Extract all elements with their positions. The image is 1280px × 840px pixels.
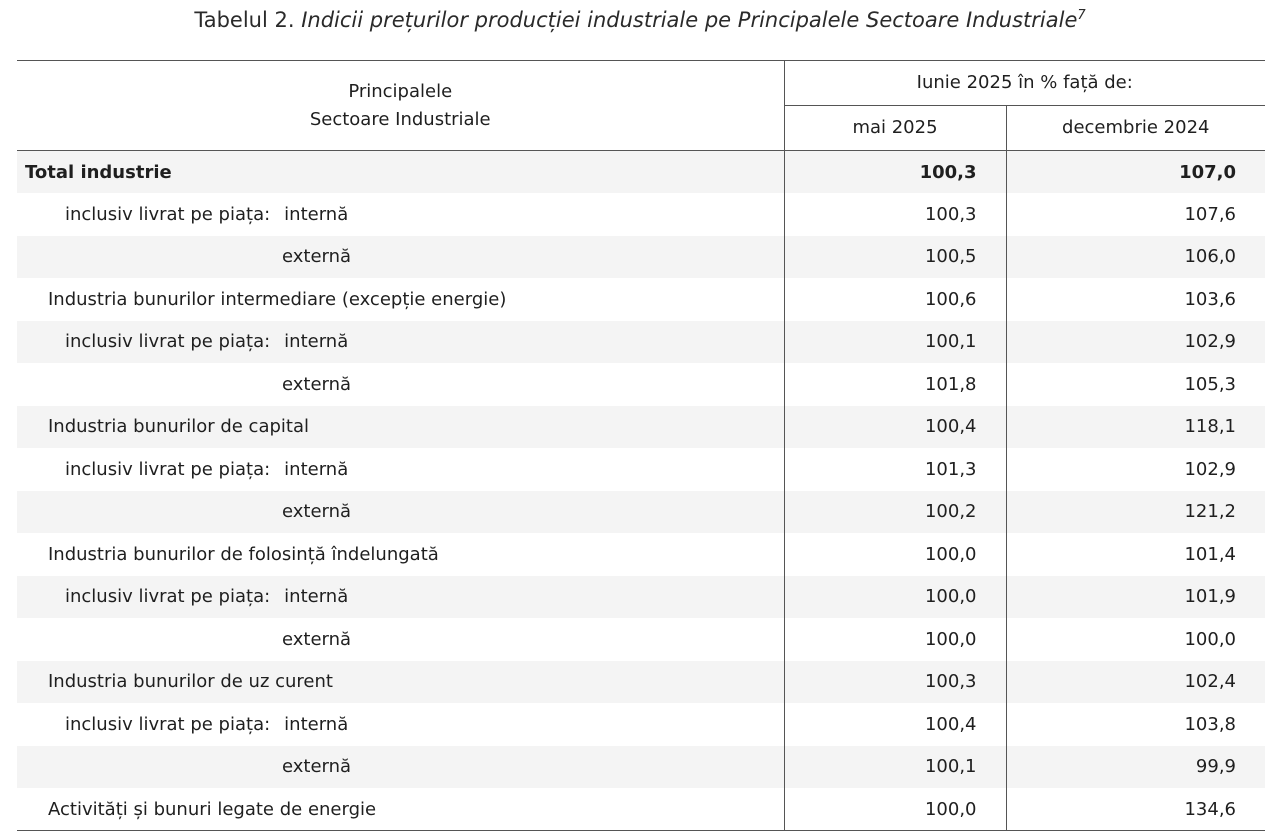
row-label: externă — [17, 746, 784, 789]
row-label: Activități și bunuri legate de energie — [17, 788, 784, 831]
value-mai-2025: 100,6 — [784, 278, 1006, 321]
table-row — [17, 236, 1265, 279]
value-mai-2025: 100,1 — [784, 746, 1006, 789]
table-row — [17, 321, 1265, 364]
row-label: Total industrie — [17, 151, 784, 194]
row-label: externă — [17, 491, 784, 534]
table-row — [17, 661, 1265, 704]
table-row — [17, 151, 1265, 194]
table-row — [17, 533, 1265, 576]
table-row — [17, 746, 1265, 789]
value-mai-2025: 100,4 — [784, 703, 1006, 746]
sector-header-line2: Sectoare Industriale — [309, 108, 491, 130]
value-mai-2025: 100,0 — [784, 576, 1006, 619]
sector-column-header — [17, 61, 784, 151]
value-decembrie-2024: 121,2 — [1006, 491, 1265, 534]
value-mai-2025: 100,3 — [784, 661, 1006, 704]
value-mai-2025: 101,8 — [784, 363, 1006, 406]
value-decembrie-2024: 102,9 — [1006, 321, 1265, 364]
row-label — [17, 321, 784, 364]
row-label: Industria bunurilor de capital — [17, 406, 784, 449]
table-row — [17, 703, 1265, 746]
value-decembrie-2024: 118,1 — [1006, 406, 1265, 449]
value-mai-2025: 100,3 — [784, 151, 1006, 194]
value-decembrie-2024: 102,4 — [1006, 661, 1265, 704]
row-label-prefix: inclusiv livrat pe piața: — [65, 203, 271, 225]
decembrie-2024-header: decembrie 2024 — [1006, 106, 1265, 151]
row-label-prefix: inclusiv livrat pe piața: — [65, 331, 271, 353]
value-mai-2025: 100,0 — [784, 533, 1006, 576]
row-label: Industria bunurilor de folosință îndelungată — [48, 543, 439, 565]
table-title-main: Indicii prețurilor producției industriale pe Principalele Sectoare Industriale — [301, 8, 1078, 32]
price-index-table — [17, 60, 1265, 831]
value-decembrie-2024: 134,6 — [1006, 788, 1265, 831]
value-decembrie-2024: 101,4 — [1006, 533, 1265, 576]
row-label: externă — [17, 236, 784, 279]
row-label — [17, 193, 784, 236]
row-label-prefix: inclusiv livrat pe piața: — [65, 458, 271, 480]
row-label-prefix: inclusiv livrat pe piața: — [65, 713, 271, 735]
value-mai-2025: 100,0 — [784, 788, 1006, 831]
table-row — [17, 193, 1265, 236]
value-mai-2025: 100,5 — [784, 236, 1006, 279]
table-row — [17, 618, 1265, 661]
table-row — [17, 406, 1265, 449]
value-decembrie-2024: 100,0 — [1006, 618, 1265, 661]
value-decembrie-2024: 101,9 — [1006, 576, 1265, 619]
value-decembrie-2024: 103,8 — [1006, 703, 1265, 746]
value-mai-2025: 100,4 — [784, 406, 1006, 449]
row-label-sub: internă — [284, 331, 349, 353]
value-decembrie-2024: 103,6 — [1006, 278, 1265, 321]
row-label: externă — [282, 373, 352, 395]
row-label-sub: internă — [284, 458, 349, 480]
row-label: Industria bunurilor de uz curent — [17, 661, 784, 704]
footnote-marker: 7 — [1077, 8, 1086, 23]
table-title-prefix: Tabelul 2. — [194, 8, 302, 32]
table-row — [17, 576, 1265, 619]
value-mai-2025: 100,1 — [784, 321, 1006, 364]
mai-2025-header: mai 2025 — [784, 106, 1006, 151]
value-decembrie-2024: 99,9 — [1006, 746, 1265, 789]
value-decembrie-2024: 107,6 — [1006, 193, 1265, 236]
row-label: externă — [282, 628, 352, 650]
row-label-prefix: inclusiv livrat pe piața: — [65, 586, 271, 608]
value-mai-2025: 100,2 — [784, 491, 1006, 534]
row-label — [17, 703, 784, 746]
row-label-sub: internă — [284, 713, 349, 735]
row-label: Industria bunurilor intermediare (excepție energie) — [48, 288, 507, 310]
row-label — [17, 576, 784, 619]
value-mai-2025: 101,3 — [784, 448, 1006, 491]
value-mai-2025: 100,0 — [784, 618, 1006, 661]
table-row — [17, 448, 1265, 491]
table-row — [17, 278, 1265, 321]
table-row — [17, 363, 1265, 406]
value-decembrie-2024: 102,9 — [1006, 448, 1265, 491]
value-decembrie-2024: 107,0 — [1006, 151, 1265, 194]
row-label-sub: internă — [284, 203, 349, 225]
table-title — [0, 8, 1280, 32]
table-row — [17, 788, 1265, 831]
value-decembrie-2024: 105,3 — [1006, 363, 1265, 406]
row-label — [17, 448, 784, 491]
row-label-sub: internă — [284, 586, 349, 608]
sector-header-line1: Principalele — [348, 80, 453, 102]
period-group-header: Iunie 2025 în % față de: — [784, 61, 1265, 106]
table-row — [17, 491, 1265, 534]
value-decembrie-2024: 106,0 — [1006, 236, 1265, 279]
value-mai-2025: 100,3 — [784, 193, 1006, 236]
